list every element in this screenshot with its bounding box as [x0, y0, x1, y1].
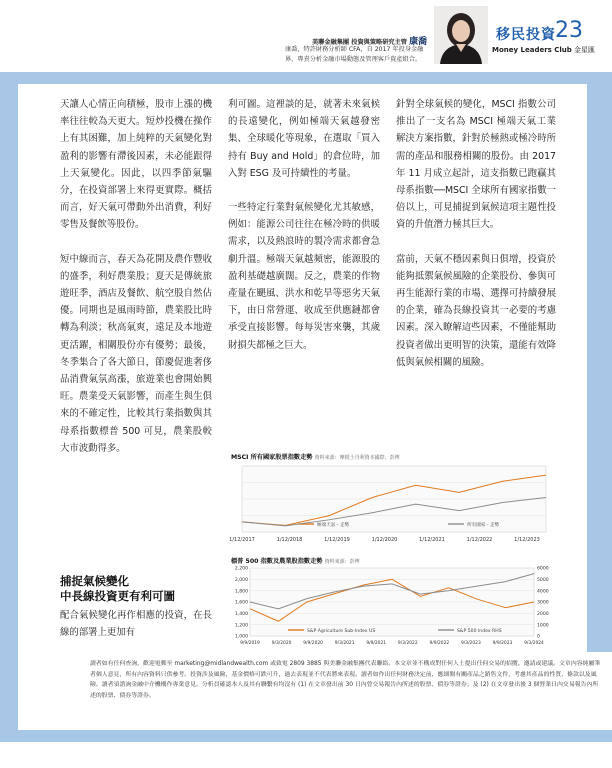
frame-top-left: [0, 72, 612, 84]
chart-2-title: 標普 500 指數及農業股指數走勢 資料來源：彭博: [231, 558, 360, 565]
section-title: 移民投資: [496, 27, 556, 43]
y-left-tick-label: 1,600: [234, 600, 248, 606]
brand-label: Money Leaders Club 金星匯: [492, 46, 596, 54]
paragraph: 利可圖。這裡談的是，就著未來氣候的長遠變化，例如極端天氣越發密集、全球暖化等現象，在選取「買入持有 Buy and Hold」的倉位時，加入對 ESG 及可持續性的考量。: [228, 99, 380, 179]
x-tick-label: 9/9/2022: [429, 641, 450, 646]
disclaimer: 讀者如有任何查詢，歡迎電郵至 marketing@midlandwealth.com 或致電 2809 3885 與美聯金融集團代表聯絡。本文章並不構成對任何人士提出任何交易的招攬、邀請或建議。文章內容純屬筆者個人意見，所有內容資料只供參考。投資涉及風險，基金價格可跌可升，過去表現並不代表將來表現。讀者如作出任何財務決定前，應細閱有關產品之銷售文件，考慮其產品的性質、條款以及風險。讀者須諮詢金融中介機構作專業意見。分析員確認本人及其有聯繫有均沒有 (1) 在文章發出前 30 日內曾交易報告內所述的股票、債券等證券；及 (2) 在文章發出後 3 個營業日內交易報告內所述的股票、債券等證券。: [90, 661, 601, 699]
paragraph: 天讓人心情正向積極，股市上漲的機率往往較為天更大。短炒投機在操作上有其困難，加上純粹的天氣變化對盈利的影響有滯後因素，未必能跟得上天氣變化。因此，以四季節氣驅分，在投資部署上來得更實際。概括而言，好天氣可帶動外出消費，利好零售及餐飲等股份。: [60, 99, 212, 231]
y-right-tick-label: 1000: [537, 623, 549, 629]
y-left-tick-label: 1,200: [234, 623, 248, 629]
y-right-tick-label: 2000: [537, 611, 549, 617]
author-bio: 康喬，特許財務分析師 CFA，自 2017 年投身金融界，專責分析金融市場動態及管理客戶資產組合。: [285, 46, 424, 63]
y-left-tick-label: 2,200: [234, 566, 248, 572]
legend-label: 所有國家 - 走勢: [467, 523, 500, 528]
x-tick-label: 9/3/2020: [271, 641, 292, 646]
y-left-tick-label: 1,400: [234, 611, 248, 617]
author-name: 康喬: [409, 37, 428, 47]
y-right-tick-label: 5000: [537, 577, 549, 583]
y-left-tick-label: 2,000: [234, 577, 248, 583]
x-tick-label: 1/12/2020: [371, 537, 398, 543]
y-left-tick-label: 1,000: [234, 634, 248, 640]
legend-label: S&P Agriculture Sub-Index US: [307, 629, 376, 634]
frame-bottom: [0, 730, 612, 742]
column-2: [228, 96, 380, 371]
paragraph: 一些特定行業對氣候變化尤其敏感，例如：能源公司往往在極冷時的供暖需求，以及熱浪時的製冷需求都會急劇升溫。極端天氣越頻密，能源股的盈利基礎越廣闊。反之，農業的作物產量在颶風、洪水和乾旱等惡劣天氣下，由日常營運、收成至供應鏈都會承受直接影響。每每災害來襲，其歲財損失都極之巨大。: [228, 202, 380, 351]
column-1: [60, 96, 212, 474]
chart-1: [228, 460, 558, 552]
author-title: 美聯金融集團 投資與策略研究主管 康喬: [312, 37, 428, 47]
column-3: [396, 96, 556, 388]
legend-label: 極端天氣 - 走勢: [317, 523, 350, 528]
x-tick-label: 9/3/2023: [461, 641, 481, 646]
y-right-tick-label: 6000: [537, 566, 549, 572]
y-left-tick-label: 1,800: [234, 589, 248, 595]
chart-2: [228, 564, 558, 656]
y-right-tick-label: 4000: [537, 589, 549, 595]
author-portrait: [434, 6, 488, 64]
x-tick-label: 1/12/2021: [419, 537, 445, 543]
x-tick-label: 1/12/2019: [324, 537, 350, 543]
paragraph: 針對全球氣候的變化，MSCI 指數公司推出了一支名為 MSCI 極端天氣工業解決方案指數，針對於極熱或極冷時所需的產品和服務相關的股份。由 2017 年 11 月成立起計，這支指數已跑贏其母系指數──MSCI 全球所有國家指數一倍以上，可見捕捉到氣候這項主題性投資的升值潛力極其巨大。: [396, 99, 556, 231]
x-tick-label: 1/12/2018: [276, 537, 303, 543]
subheading: 捕捉氣候變化 中長線投資更有利可圖: [60, 574, 175, 603]
x-tick-label: 9/3/2022: [397, 641, 418, 646]
chart-1-title: MSCI 所有國家股票指數走勢 資料來源：摩根士丹利資本國際、彭博: [231, 454, 400, 461]
legend-label: S&P 500 Index RHS: [457, 629, 502, 634]
page-number: 23: [555, 18, 583, 43]
y-right-tick-label: 3000: [537, 600, 549, 606]
x-tick-label: 9/9/2023: [492, 641, 513, 646]
x-tick-label: 9/3/2024: [524, 641, 544, 646]
x-tick-label: 9/3/2021: [334, 641, 355, 646]
x-tick-label: 1/12/2022: [466, 537, 493, 543]
x-tick-label: 9/9/2021: [366, 641, 387, 646]
x-tick-label: 9/9/2020: [303, 641, 323, 646]
paragraph: 當前，天氣不穩因素與日俱增，投資於能夠抵禦氣候風險的企業股份、參與可再生能源行業的市場、選擇可持續發展的企業，確為長線投資其一必要的考慮因素。深入瞭解這些因素，不僅能幫助投資者做出更明智的決策，還能有效降低與氣候相關的風險。: [396, 253, 556, 368]
x-tick-label: 9/9/2019: [240, 641, 260, 646]
y-right-tick-label: 0: [537, 634, 540, 640]
x-tick-label: 1/12/2017: [229, 537, 255, 543]
x-tick-label: 1/12/2023: [514, 537, 540, 543]
frame-right: [587, 72, 612, 652]
paragraph: 配合氣候變化再作相應的投資，在長線的部署上更加有: [60, 610, 212, 639]
paragraph: 短中線而言，春天為花開及農作豐收的盛季，利好農業股；夏天是傳統旅遊旺季，酒店及餐飲、航空股自然佔優。同期也是風雨時節，農業股比時轉為利淡；秋高氣爽，遠足及本地遊更活躍，相關股份亦有優勢；最後，冬季集合了各大節日，節慶促進奢侈品消費氣氛高漲，旅遊業也會開始興旺。農業受天氣影響，而產生與生俱來的不確定性，比較其行業指數與其母系指數標普 500 可見，農業股較大市波動得多。: [60, 253, 212, 454]
frame-left: [0, 72, 18, 742]
